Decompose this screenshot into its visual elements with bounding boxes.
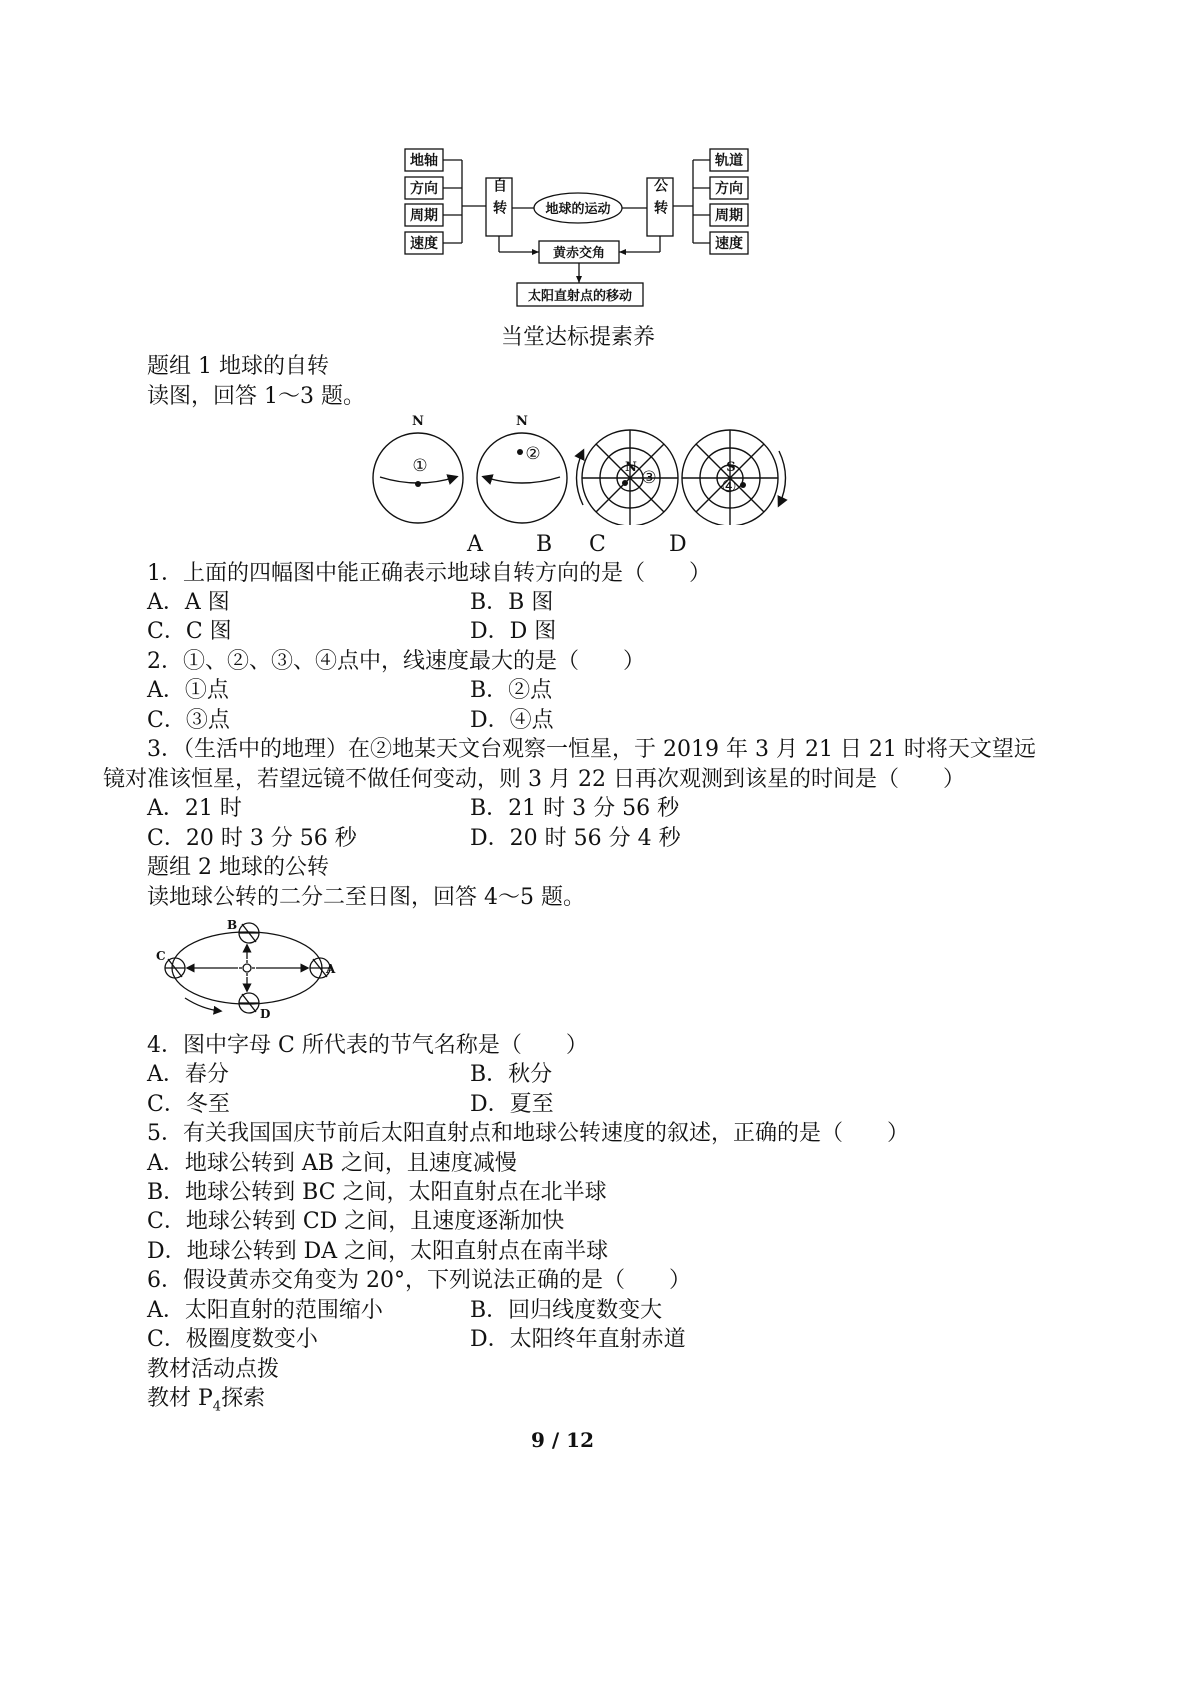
group2-title: 题组 2 地球的公转 [147, 855, 329, 880]
q6-option-c[interactable]: C．极圈度数变小 [147, 1327, 318, 1352]
center-node: 地球的运动 [545, 202, 611, 217]
group2-instruction: 读地球公转的二分二至日图，回答 4～5 题。 [147, 885, 585, 910]
panel-label-d: D [669, 532, 687, 557]
n-label-a: N [412, 414, 424, 429]
point-3-label: ③ [641, 468, 657, 488]
q2-option-d[interactable]: D．④点 [470, 708, 554, 733]
left-item-period: 周期 [410, 208, 438, 224]
orbit-label-c: C [156, 949, 166, 963]
q1-stem: 1．上面的四幅图中能正确表示地球自转方向的是（ ） [147, 561, 711, 586]
q6-stem: 6．假设黄赤交角变为 20°，下列说法正确的是（ ） [147, 1268, 691, 1293]
activity-p4-prefix: 教材 P [147, 1386, 213, 1411]
right-item-speed: 速度 [715, 236, 743, 252]
q3-stem-line1: 3．（生活中的地理）在②地某天文台观察一恒星，于 2019 年 3 月 21 日 21 时将天文望远 [147, 737, 1036, 762]
right-item-orbit: 轨道 [715, 153, 743, 169]
q4-option-c[interactable]: C．冬至 [147, 1092, 230, 1117]
q4-option-a[interactable]: A．春分 [147, 1062, 229, 1087]
rotation-figure [365, 405, 795, 525]
q6-option-d[interactable]: D．太阳终年直射赤道 [470, 1327, 686, 1352]
point-1-label: ① [412, 456, 428, 476]
q5-option-b[interactable]: B．地球公转到 BC 之间，太阳直射点在北半球 [147, 1180, 607, 1205]
q5-option-d[interactable]: D．地球公转到 DA 之间，太阳直射点在南半球 [147, 1239, 609, 1264]
s-label-d: S [726, 460, 736, 475]
q5-option-c[interactable]: C．地球公转到 CD 之间，且速度逐渐加快 [147, 1209, 565, 1234]
left-item-axis: 地轴 [410, 153, 438, 169]
q2-option-a[interactable]: A．①点 [147, 678, 229, 703]
panel-label-c: C [589, 532, 606, 557]
activity-title: 教材活动点拨 [147, 1357, 280, 1382]
group1-instruction: 读图，回答 1～3 题。 [147, 384, 365, 409]
q4-option-b[interactable]: B．秋分 [470, 1062, 553, 1087]
rotation-node: 自转 [491, 178, 507, 222]
concept-map-diagram [400, 140, 790, 315]
q4-option-d[interactable]: D．夏至 [470, 1092, 554, 1117]
orbit-label-b: B [227, 918, 238, 932]
revolution-node: 公转 [652, 178, 668, 222]
subsolar-node: 太阳直射点的移动 [527, 289, 633, 304]
q2-option-c[interactable]: C．③点 [147, 708, 230, 733]
point-2-label: ② [525, 444, 541, 464]
q1-option-b[interactable]: B．B 图 [470, 590, 554, 615]
orbit-figure [150, 912, 350, 1024]
group1-title: 题组 1 地球的自转 [147, 354, 329, 379]
left-item-direction: 方向 [410, 181, 438, 197]
n-label-c: N [625, 460, 637, 475]
point-4-label: ④ [721, 477, 737, 497]
q3-option-c[interactable]: C．20 时 3 分 56 秒 [147, 826, 357, 851]
q5-stem: 5．有关我国国庆节前后太阳直射点和地球公转速度的叙述，正确的是（ ） [147, 1121, 909, 1146]
q6-option-b[interactable]: B．回归线度数变大 [470, 1298, 663, 1323]
q1-option-c[interactable]: C．C 图 [147, 619, 232, 644]
right-item-period: 周期 [715, 208, 743, 224]
q2-stem: 2．①、②、③、④点中，线速度最大的是（ ） [147, 649, 645, 674]
q4-stem: 4．图中字母 C 所代表的节气名称是（ ） [147, 1033, 588, 1058]
q1-option-d[interactable]: D．D 图 [470, 619, 557, 644]
activity-p4-subscript: 4 [212, 1399, 222, 1415]
q3-stem-line2: 镜对准该恒星，若望远镜不做任何变动，则 3 月 22 日再次观测到该星的时间是（ ） [103, 767, 965, 792]
q3-option-b[interactable]: B．21 时 3 分 56 秒 [470, 796, 680, 821]
activity-p4 [147, 1384, 265, 1422]
q5-option-a[interactable]: A．地球公转到 AB 之间，且速度减慢 [147, 1151, 517, 1176]
q2-option-b[interactable]: B．②点 [470, 678, 553, 703]
q1-option-a[interactable]: A．A 图 [147, 590, 230, 615]
q3-option-a[interactable]: A．21 时 [147, 796, 242, 821]
left-item-speed: 速度 [410, 236, 438, 252]
orbit-label-d: D [260, 1007, 271, 1021]
activity-p4-suffix: 探索 [221, 1386, 266, 1411]
n-label-b: N [516, 414, 528, 429]
panel-label-b: B [536, 532, 553, 557]
right-item-direction: 方向 [715, 181, 743, 197]
obliquity-node: 黄赤交角 [552, 246, 606, 261]
orbit-label-a: A [326, 962, 336, 976]
q3-option-d[interactable]: D．20 时 56 分 4 秒 [470, 826, 681, 851]
panel-label-a: A [467, 532, 483, 557]
page-number: 9 / 12 [531, 1428, 594, 1452]
q6-option-a[interactable]: A．太阳直射的范围缩小 [147, 1298, 383, 1323]
section-title: 当堂达标提素养 [501, 325, 656, 350]
